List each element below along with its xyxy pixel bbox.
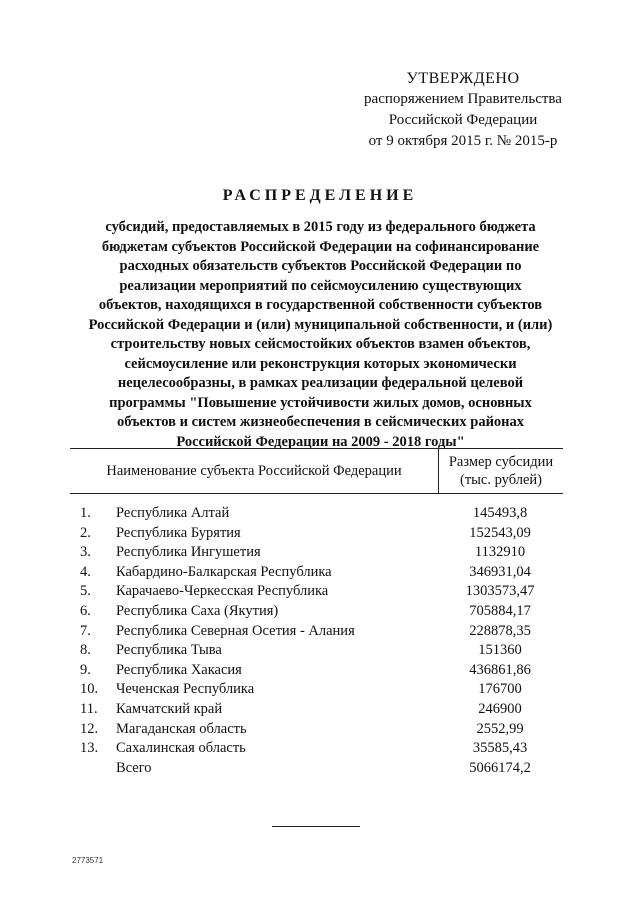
- subtitle-line: сейсмоусиление или реконструкция которых экономически: [124, 355, 517, 372]
- row-name: Республика Тыва: [116, 642, 222, 659]
- row-name: Республика Ингушетия: [116, 544, 261, 561]
- subtitle-line: субсидий, предоставляемых в 2015 году из федерального бюджета: [105, 219, 536, 235]
- row-number: 7.: [80, 622, 91, 639]
- approval-line-3: Российской Федерации: [388, 112, 538, 128]
- subtitle-line: бюджетам субъектов Российской Федерации на софинансирование: [101, 238, 540, 255]
- closing-divider: [272, 826, 360, 827]
- table-row: [70, 583, 563, 603]
- row-value: 1132910: [474, 544, 526, 561]
- row-name: Чеченская Республика: [116, 681, 255, 698]
- subtitle-line: программы "Повышение устойчивости жилых домов, основных: [109, 394, 532, 411]
- row-name: Камчатский край: [116, 700, 223, 717]
- approval-block: [338, 68, 588, 152]
- row-number: 2.: [80, 524, 91, 541]
- row-number: 5.: [80, 583, 91, 600]
- row-name: Республика Бурятия: [116, 524, 241, 541]
- table-row: [70, 623, 563, 643]
- table-total-row: [70, 760, 563, 780]
- row-value: 1303573,47: [465, 583, 535, 600]
- subtitle-line: объектов и систем жизнеобеспечения в сейсмических районах: [116, 414, 525, 430]
- row-name: Республика Саха (Якутия): [116, 602, 279, 619]
- row-number: 12.: [80, 720, 99, 737]
- row-name: Республика Алтай: [116, 505, 230, 521]
- row-name: Республика Хакасия: [116, 661, 242, 678]
- row-number: 9.: [80, 661, 91, 678]
- row-name: Карачаево-Черкесская Республика: [116, 583, 329, 600]
- row-value: 35585,43: [472, 740, 528, 757]
- table-row: [70, 642, 563, 662]
- row-value: 2552,99: [476, 720, 524, 737]
- row-value: 176700: [478, 681, 522, 698]
- subtitle-line: Российской Федерации и (или) муниципальной собственности, и (или): [88, 316, 553, 333]
- table-header: [70, 448, 563, 494]
- document-title: РАСПРЕДЕЛЕНИЕ: [222, 187, 418, 204]
- table-row: [70, 662, 563, 682]
- subtitle-line: строительству новых сейсмостойких объектов взамен объектов,: [110, 336, 531, 352]
- row-number: 1.: [80, 505, 91, 521]
- column-header-size-line2: (тыс. рублей): [460, 472, 542, 488]
- row-value: 346931,04: [469, 563, 531, 580]
- total-value: 5066174,2: [469, 759, 531, 776]
- total-label: Всего: [116, 759, 152, 776]
- subtitle-line: нецелесообразны, в рамках реализации федеральной целевой: [117, 375, 524, 391]
- row-number: 11.: [80, 700, 98, 717]
- approval-heading: УТВЕРЖДЕНО: [406, 70, 520, 87]
- row-value: 152543,09: [469, 524, 531, 541]
- table-row: [70, 505, 563, 525]
- row-name: Республика Северная Осетия - Алания: [116, 622, 355, 639]
- table-body: [70, 505, 563, 779]
- column-header-size: [439, 449, 563, 493]
- approval-line-2: распоряжением Правительства: [364, 91, 562, 107]
- row-number: 6.: [80, 602, 91, 619]
- subtitle-line: Российской Федерации на 2009 - 2018 годы": [176, 433, 465, 450]
- row-value: 151360: [478, 642, 522, 659]
- row-number: 3.: [80, 544, 91, 561]
- table-row: [70, 544, 563, 564]
- column-header-size-line1: Размер субсидии: [448, 454, 554, 470]
- row-number: 4.: [80, 563, 91, 580]
- table-row: [70, 740, 563, 760]
- row-value: 228878,35: [469, 622, 531, 639]
- row-number: 8.: [80, 642, 91, 659]
- table-row: [70, 603, 563, 623]
- row-value: 246900: [478, 700, 522, 717]
- row-value: 705884,17: [469, 602, 531, 619]
- subtitle-line: расходных обязательств субъектов Российской Федерации по: [119, 258, 522, 274]
- table-row: [70, 681, 563, 701]
- row-name: Магаданская область: [116, 720, 247, 737]
- row-value: 145493,8: [472, 505, 528, 521]
- document-subtitle: [68, 218, 573, 452]
- row-number: 13.: [80, 740, 99, 757]
- subtitle-line: объектов, находящихся в государственной собственности субъектов: [98, 297, 543, 313]
- row-name: Кабардино-Балкарская Республика: [116, 563, 332, 580]
- approval-date-line: от 9 октября 2015 г. № 2015-р: [368, 133, 558, 149]
- table-row: [70, 525, 563, 545]
- row-number: 10.: [80, 681, 99, 698]
- row-name: Сахалинская область: [116, 740, 246, 757]
- column-header-name: Наименование субъекта Российской Федерации: [70, 449, 439, 493]
- table-row: [70, 701, 563, 721]
- table-row: [70, 721, 563, 741]
- row-value: 436861,86: [469, 661, 531, 678]
- subtitle-line: реализации мероприятий по сейсмоусилению существующих: [119, 277, 522, 294]
- table-row: [70, 564, 563, 584]
- document-number: 2773571: [72, 856, 104, 865]
